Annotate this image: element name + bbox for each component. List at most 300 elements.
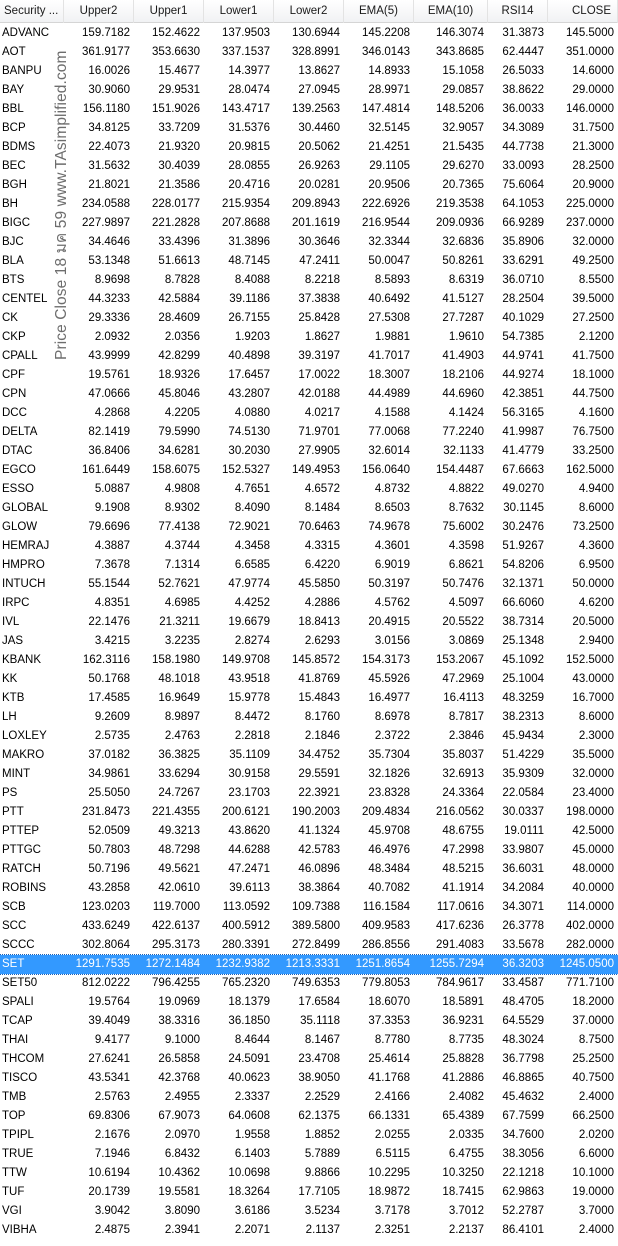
cell-close: 49.2500	[572, 255, 614, 267]
table-row[interactable]	[0, 1069, 618, 1088]
cell-security: LH	[2, 711, 17, 723]
cell-rsi14: 35.9309	[502, 768, 544, 780]
cell-ema5: 8.6978	[374, 711, 410, 723]
cell-security: AOT	[2, 46, 26, 58]
cell-ema10: 47.2998	[442, 844, 484, 856]
cell-close: 351.0000	[566, 46, 614, 58]
cell-lower2: 38.9050	[298, 1072, 340, 1084]
table-row[interactable]	[0, 727, 618, 746]
table-row[interactable]	[0, 974, 618, 993]
cell-upper1: 21.9320	[158, 141, 200, 153]
cell-upper1: 158.1980	[152, 654, 200, 666]
cell-rsi14: 62.4447	[502, 46, 544, 58]
table-row[interactable]	[0, 157, 618, 176]
table-row[interactable]	[0, 309, 618, 328]
table-row[interactable]	[0, 195, 618, 214]
cell-close: 28.2500	[572, 160, 614, 172]
cell-security: CK	[2, 312, 18, 324]
cell-security: TTW	[2, 1167, 27, 1179]
column-header-security[interactable]: Security ...	[0, 0, 64, 23]
cell-upper2: 7.3678	[94, 559, 130, 571]
cell-lower2: 30.3646	[298, 236, 340, 248]
cell-rsi14: 34.3089	[502, 122, 544, 134]
cell-lower2: 13.8627	[298, 65, 340, 77]
cell-ema10: 8.7632	[448, 502, 484, 514]
cell-close: 402.0000	[566, 920, 614, 932]
cell-close: 2.3000	[578, 730, 614, 742]
cell-security: TUF	[2, 1186, 25, 1198]
cell-upper2: 25.5050	[88, 787, 130, 799]
cell-rsi14: 44.9741	[502, 350, 544, 362]
cell-ema5: 156.0640	[362, 464, 410, 476]
cell-rsi14: 64.5529	[502, 1015, 544, 1027]
cell-ema5: 216.9544	[362, 217, 410, 229]
cell-close: 2.9400	[578, 635, 614, 647]
cell-ema10: 18.7415	[442, 1186, 484, 1198]
cell-lower1: 2.8274	[234, 635, 270, 647]
cell-lower1: 149.9708	[222, 654, 270, 666]
table-row[interactable]	[0, 670, 618, 689]
cell-ema10: 153.2067	[436, 654, 484, 666]
cell-rsi14: 46.8865	[502, 1072, 544, 1084]
cell-lower1: 6.6585	[234, 559, 270, 571]
cell-security: DCC	[2, 407, 27, 419]
table-row[interactable]	[0, 100, 618, 119]
cell-lower1: 152.5327	[222, 464, 270, 476]
cell-upper1: 48.1018	[158, 673, 200, 685]
table-row[interactable]	[0, 879, 618, 898]
cell-rsi14: 44.9274	[502, 369, 544, 381]
cell-security: BIGC	[2, 217, 31, 229]
cell-ema5: 779.8053	[362, 977, 410, 989]
cell-security: SET	[2, 958, 25, 970]
table-row[interactable]	[0, 537, 618, 556]
table-row[interactable]	[0, 385, 618, 404]
cell-close: 20.5000	[572, 616, 614, 628]
cell-upper1: 30.4039	[158, 160, 200, 172]
cell-security: BGH	[2, 179, 27, 191]
table-row[interactable]	[0, 993, 618, 1012]
cell-lower2: 2.6293	[304, 635, 340, 647]
cell-upper1: 10.4362	[158, 1167, 200, 1179]
cell-security: DELTA	[2, 426, 38, 438]
column-header-close[interactable]: CLOSE	[548, 0, 618, 23]
table-row[interactable]	[0, 1202, 618, 1221]
cell-lower2: 15.4843	[298, 692, 340, 704]
cell-security: KK	[2, 673, 18, 685]
table-row[interactable]	[0, 613, 618, 632]
column-header-upper1[interactable]: Upper1	[134, 0, 204, 23]
table-row[interactable]	[0, 1107, 618, 1126]
cell-close: 146.0000	[566, 103, 614, 115]
cell-lower2: 42.0188	[298, 388, 340, 400]
cell-lower1: 280.3391	[222, 939, 270, 951]
table-row[interactable]	[0, 328, 618, 347]
cell-close: 45.0000	[572, 844, 614, 856]
cell-rsi14: 38.8622	[502, 84, 544, 96]
cell-upper1: 19.0969	[158, 996, 200, 1008]
cell-upper1: 6.8432	[164, 1148, 200, 1160]
table-row[interactable]	[0, 1088, 618, 1107]
cell-upper1: 49.3213	[158, 825, 200, 837]
cell-rsi14: 26.3778	[502, 920, 544, 932]
cell-upper1: 221.4355	[152, 806, 200, 818]
cell-upper2: 39.4049	[88, 1015, 130, 1027]
table-row[interactable]	[0, 1050, 618, 1069]
table-row[interactable]	[0, 1031, 618, 1050]
table-row[interactable]	[0, 423, 618, 442]
cell-close: 14.6000	[572, 65, 614, 77]
table-row[interactable]	[0, 81, 618, 100]
cell-upper2: 55.1544	[88, 578, 130, 590]
cell-ema5: 2.3722	[374, 730, 410, 742]
cell-security: THAI	[2, 1034, 29, 1046]
cell-upper2: 433.6249	[82, 920, 130, 932]
cell-ema10: 15.1058	[442, 65, 484, 77]
cell-upper1: 42.8299	[158, 350, 200, 362]
cell-lower1: 64.0608	[228, 1110, 270, 1122]
table-row[interactable]	[0, 1126, 618, 1145]
column-header-ema10[interactable]: EMA(10)	[414, 0, 488, 23]
cell-close: 35.5000	[572, 749, 614, 761]
cell-lower1: 337.1537	[222, 46, 270, 58]
cell-upper2: 4.2868	[94, 407, 130, 419]
table-row[interactable]	[0, 822, 618, 841]
cell-close: 6.9500	[578, 559, 614, 571]
cell-rsi14: 56.3165	[502, 407, 544, 419]
cell-lower2: 4.2886	[304, 597, 340, 609]
cell-lower2: 4.3315	[304, 540, 340, 552]
cell-security: BDMS	[2, 141, 36, 153]
cell-upper1: 8.9897	[164, 711, 200, 723]
table-row[interactable]	[0, 176, 618, 195]
cell-upper2: 9.4177	[94, 1034, 130, 1046]
cell-upper1: 228.0177	[152, 198, 200, 210]
cell-close: 20.9000	[572, 179, 614, 191]
cell-ema10: 18.5891	[442, 996, 484, 1008]
cell-upper1: 18.9326	[158, 369, 200, 381]
cell-upper1: 33.4396	[158, 236, 200, 248]
table-row[interactable]	[0, 936, 618, 955]
cell-ema5: 1251.8654	[355, 958, 410, 970]
cell-lower1: 40.4898	[228, 350, 270, 362]
cell-upper1: 42.3768	[158, 1072, 200, 1084]
cell-security: IVL	[2, 616, 20, 628]
cell-ema5: 32.6014	[368, 445, 410, 457]
cell-security: GLOBAL	[2, 502, 49, 514]
cell-close: 2.0200	[578, 1129, 614, 1141]
cell-ema10: 216.0562	[436, 806, 484, 818]
table-row[interactable]	[0, 1221, 618, 1240]
cell-close: 19.0000	[572, 1186, 614, 1198]
cell-upper2: 22.1476	[88, 616, 130, 628]
cell-upper1: 8.7828	[164, 274, 200, 286]
table-row[interactable]	[0, 689, 618, 708]
cell-ema5: 32.1826	[368, 768, 410, 780]
cell-rsi14: 25.1004	[502, 673, 544, 685]
cell-security: BCP	[2, 122, 26, 134]
cell-ema10: 2.2137	[448, 1224, 484, 1236]
cell-security: BEC	[2, 160, 26, 172]
cell-close: 73.2500	[572, 521, 614, 533]
cell-rsi14: 66.6060	[502, 597, 544, 609]
cell-rsi14: 38.3056	[502, 1148, 544, 1160]
cell-lower1: 14.3977	[228, 65, 270, 77]
table-row[interactable]	[0, 214, 618, 233]
cell-ema10: 146.3074	[436, 27, 484, 39]
cell-upper1: 16.9649	[158, 692, 200, 704]
cell-lower2: 5.7889	[304, 1148, 340, 1160]
cell-ema10: 3.0869	[448, 635, 484, 647]
column-header-lower2[interactable]: Lower2	[274, 0, 344, 23]
table-row[interactable]	[0, 43, 618, 62]
table-row[interactable]	[0, 252, 618, 271]
cell-upper1: 221.2828	[152, 217, 200, 229]
cell-security: BH	[2, 198, 18, 210]
cell-ema5: 409.9583	[362, 920, 410, 932]
cell-ema10: 77.2240	[442, 426, 484, 438]
cell-ema10: 2.3846	[448, 730, 484, 742]
cell-ema5: 18.9872	[368, 1186, 410, 1198]
table-row[interactable]	[0, 461, 618, 480]
cell-upper2: 20.1739	[88, 1186, 130, 1198]
cell-upper1: 42.0610	[158, 882, 200, 894]
cell-security: BLA	[2, 255, 24, 267]
column-header-rsi14[interactable]: RSI14	[488, 0, 548, 23]
table-row[interactable]	[0, 708, 618, 727]
cell-upper2: 302.8064	[82, 939, 130, 951]
cell-upper1: 48.7298	[158, 844, 200, 856]
cell-upper2: 7.1946	[94, 1148, 130, 1160]
cell-lower1: 8.4472	[234, 711, 270, 723]
table-row[interactable]	[0, 271, 618, 290]
cell-lower1: 72.9021	[228, 521, 270, 533]
cell-security: ADVANC	[2, 27, 50, 39]
table-row[interactable]	[0, 594, 618, 613]
cell-security: TISCO	[2, 1072, 38, 1084]
table-row[interactable]	[0, 898, 618, 917]
cell-lower1: 2.3337	[234, 1091, 270, 1103]
table-row[interactable]	[0, 366, 618, 385]
table-row[interactable]	[0, 119, 618, 138]
cell-upper1: 4.6985	[164, 597, 200, 609]
cell-upper2: 2.5735	[94, 730, 130, 742]
cell-upper1: 36.3825	[158, 749, 200, 761]
cell-rsi14: 49.0270	[502, 483, 544, 495]
cell-rsi14: 40.1029	[502, 312, 544, 324]
cell-upper2: 52.0509	[88, 825, 130, 837]
table-row[interactable]	[0, 347, 618, 366]
cell-upper2: 21.8021	[88, 179, 130, 191]
watermark-text: Price Close 18 มค 59 www.TAsimplified.com	[53, 50, 70, 360]
table-row[interactable]	[0, 765, 618, 784]
cell-ema5: 18.6070	[368, 996, 410, 1008]
table-row[interactable]	[0, 841, 618, 860]
cell-close: 76.7500	[572, 426, 614, 438]
cell-ema10: 4.8822	[448, 483, 484, 495]
cell-upper2: 4.3887	[94, 540, 130, 552]
table-row[interactable]	[0, 404, 618, 423]
table-row[interactable]	[0, 917, 618, 936]
cell-ema5: 20.9506	[368, 179, 410, 191]
cell-lower2: 45.5850	[298, 578, 340, 590]
cell-ema10: 8.7735	[448, 1034, 484, 1046]
cell-ema10: 3.7012	[448, 1205, 484, 1217]
cell-rsi14: 54.7385	[502, 331, 544, 343]
table-row-selected[interactable]	[0, 955, 618, 974]
cell-ema10: 20.7365	[442, 179, 484, 191]
cell-upper1: 151.9026	[152, 103, 200, 115]
cell-ema5: 14.8933	[368, 65, 410, 77]
cell-lower1: 18.3264	[228, 1186, 270, 1198]
table-row[interactable]	[0, 575, 618, 594]
column-header-ema5[interactable]: EMA(5)	[344, 0, 414, 23]
cell-ema5: 23.8328	[368, 787, 410, 799]
cell-rsi14: 48.3259	[502, 692, 544, 704]
table-row[interactable]	[0, 24, 618, 43]
cell-lower2: 70.6463	[298, 521, 340, 533]
cell-rsi14: 19.0111	[504, 825, 544, 837]
table-row[interactable]	[0, 62, 618, 81]
table-row[interactable]	[0, 518, 618, 537]
cell-ema5: 4.1588	[374, 407, 410, 419]
cell-lower1: 31.3896	[228, 236, 270, 248]
cell-ema5: 27.5308	[368, 312, 410, 324]
cell-lower2: 1.8852	[304, 1129, 340, 1141]
cell-close: 32.0000	[572, 768, 614, 780]
cell-upper2: 156.1180	[82, 103, 130, 115]
cell-lower2: 749.6353	[292, 977, 340, 989]
cell-ema10: 75.6002	[442, 521, 484, 533]
cell-lower2: 209.8943	[292, 198, 340, 210]
cell-ema10: 417.6236	[436, 920, 484, 932]
cell-ema5: 222.6926	[362, 198, 410, 210]
table-row[interactable]	[0, 290, 618, 309]
cell-ema5: 44.4989	[368, 388, 410, 400]
cell-close: 50.0000	[572, 578, 614, 590]
cell-ema10: 8.7817	[448, 711, 484, 723]
cell-lower2: 149.4953	[292, 464, 340, 476]
cell-rsi14: 45.4632	[502, 1091, 544, 1103]
cell-upper2: 162.3116	[82, 654, 130, 666]
table-row[interactable]	[0, 784, 618, 803]
table-row[interactable]	[0, 1145, 618, 1164]
table-row[interactable]	[0, 860, 618, 879]
cell-upper2: 37.0182	[88, 749, 130, 761]
cell-upper2: 43.2858	[88, 882, 130, 894]
cell-lower1: 24.5091	[228, 1053, 270, 1065]
cell-upper1: 49.5621	[158, 863, 200, 875]
cell-lower1: 4.4252	[234, 597, 270, 609]
cell-rsi14: 36.0710	[502, 274, 544, 286]
cell-lower1: 4.0880	[234, 407, 270, 419]
cell-lower2: 145.8572	[292, 654, 340, 666]
cell-security: BAY	[2, 84, 25, 96]
cell-close: 198.0000	[566, 806, 614, 818]
cell-close: 282.0000	[566, 939, 614, 951]
table-row[interactable]	[0, 499, 618, 518]
cell-lower2: 35.1118	[300, 1015, 340, 1027]
cell-ema10: 29.6270	[442, 160, 484, 172]
table-row[interactable]	[0, 1164, 618, 1183]
cell-rsi14: 22.1218	[502, 1167, 544, 1179]
cell-lower2: 17.7105	[298, 1186, 340, 1198]
cell-lower1: 43.8620	[228, 825, 270, 837]
table-row[interactable]	[0, 651, 618, 670]
table-row[interactable]	[0, 1012, 618, 1031]
table-row[interactable]	[0, 1183, 618, 1202]
cell-rsi14: 51.4229	[502, 749, 544, 761]
column-header-upper2[interactable]: Upper2	[64, 0, 134, 23]
cell-ema5: 50.3197	[368, 578, 410, 590]
cell-upper2: 812.0222	[82, 977, 130, 989]
cell-lower2: 8.1760	[304, 711, 340, 723]
table-row[interactable]	[0, 480, 618, 499]
cell-close: 2.4000	[578, 1091, 614, 1103]
cell-upper2: 69.8306	[88, 1110, 130, 1122]
cell-ema10: 2.4082	[448, 1091, 484, 1103]
cell-rsi14: 86.4101	[502, 1224, 544, 1236]
cell-close: 10.1000	[572, 1167, 614, 1179]
cell-ema10: 47.2969	[442, 673, 484, 685]
table-row[interactable]	[0, 233, 618, 252]
column-header-lower1[interactable]: Lower1	[204, 0, 274, 23]
cell-close: 41.7500	[572, 350, 614, 362]
cell-upper2: 17.4585	[88, 692, 130, 704]
cell-ema10: 50.8261	[442, 255, 484, 267]
cell-lower2: 30.4460	[298, 122, 340, 134]
cell-lower1: 30.2030	[228, 445, 270, 457]
cell-ema5: 21.4251	[368, 141, 410, 153]
cell-lower1: 113.0592	[222, 901, 270, 913]
cell-lower1: 4.3458	[234, 540, 270, 552]
table-row[interactable]	[0, 746, 618, 765]
cell-ema5: 28.9971	[368, 84, 410, 96]
table-row[interactable]	[0, 556, 618, 575]
table-row[interactable]	[0, 632, 618, 651]
cell-lower2: 9.8866	[304, 1167, 340, 1179]
cell-lower1: 1232.9382	[215, 958, 270, 970]
cell-close: 8.6000	[578, 711, 614, 723]
cell-lower2: 26.9263	[298, 160, 340, 172]
cell-upper1: 15.4677	[158, 65, 200, 77]
cell-lower1: 8.4644	[234, 1034, 270, 1046]
cell-upper2: 9.2609	[94, 711, 130, 723]
cell-ema5: 46.4976	[368, 844, 410, 856]
cell-upper1: 2.0970	[164, 1129, 200, 1141]
cell-security: DTAC	[2, 445, 33, 457]
cell-security: BBL	[2, 103, 24, 115]
cell-ema10: 65.4389	[442, 1110, 484, 1122]
cell-lower2: 41.1324	[298, 825, 340, 837]
table-row[interactable]	[0, 138, 618, 157]
table-row[interactable]	[0, 442, 618, 461]
cell-ema10: 48.6755	[442, 825, 484, 837]
cell-lower1: 39.6113	[229, 882, 270, 894]
cell-security: PTTGC	[2, 844, 41, 856]
cell-security: BTS	[2, 274, 25, 286]
cell-security: MINT	[2, 768, 31, 780]
cell-rsi14: 45.9434	[502, 730, 544, 742]
cell-upper1: 2.4763	[164, 730, 200, 742]
table-row[interactable]	[0, 803, 618, 822]
cell-close: 225.0000	[566, 198, 614, 210]
cell-lower2: 190.2003	[292, 806, 340, 818]
cell-lower1: 43.2807	[228, 388, 270, 400]
cell-close: 18.1000	[572, 369, 614, 381]
cell-security: LOXLEY	[2, 730, 47, 742]
cell-upper1: 29.9531	[158, 84, 200, 96]
